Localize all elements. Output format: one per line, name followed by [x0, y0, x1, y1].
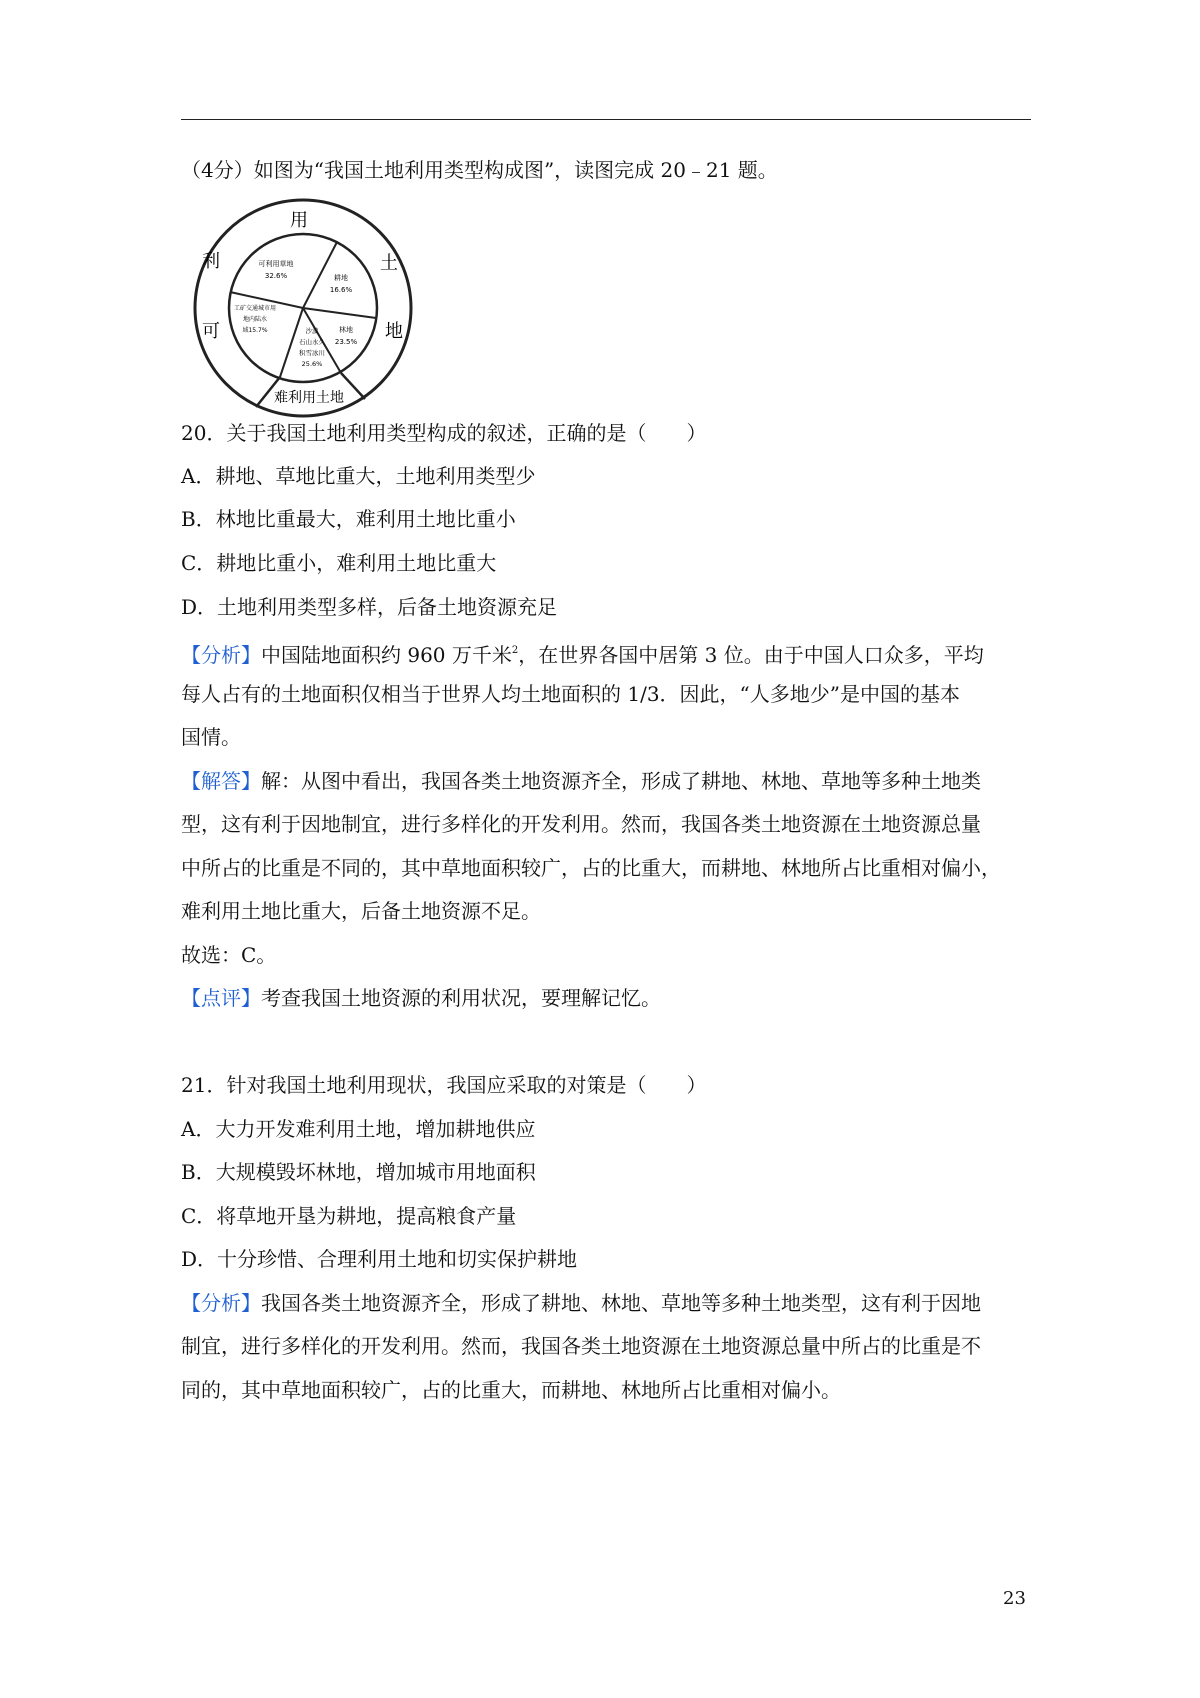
comment-tag: 【点评】: [181, 986, 261, 1010]
outer-char: 可: [202, 321, 220, 342]
q20-choice: 故选：C。: [181, 943, 277, 967]
slice-value: 23.5%: [334, 338, 358, 346]
divider: [303, 308, 376, 318]
slice-label: 积雪冰川: [299, 349, 325, 357]
analysis-tag: 【分析】: [181, 643, 261, 667]
divider: [341, 373, 365, 399]
superscript: 2: [511, 645, 519, 656]
outer-char: 用: [290, 210, 308, 231]
slice-label: 可利用草地: [258, 260, 294, 268]
q20-stem: 20．关于我国土地利用类型构成的叙述，正确的是（ ）: [181, 421, 707, 445]
slice-label: 林地: [339, 326, 353, 334]
comment-text: 考查我国土地资源的利用状况，要理解记忆。: [261, 986, 661, 1010]
q20-answer-line: 型，这有利于因地制宜，进行多样化的开发利用。然而，我国各类土地资源在土地资源总量: [181, 812, 981, 836]
question-intro: （4分）如图为“我国土地利用类型构成图”，读图完成 20﹣21 题。: [181, 158, 778, 182]
analysis-text: ，在世界各国中居第 3 位。由于中国人口众多，平均: [518, 643, 984, 667]
q20-answer-line: 难利用土地比重大，后备土地资源不足。: [181, 899, 541, 923]
analysis-text: 我国各类土地资源齐全，形成了耕地、林地、草地等多种土地类型，这有利于因地: [261, 1291, 981, 1315]
q21-option-d: D．十分珍惜、合理利用土地和切实保护耕地: [181, 1247, 578, 1271]
q20-option-c: C．耕地比重小，难利用土地比重大: [181, 551, 497, 575]
land-use-diagram: [183, 196, 423, 436]
answer-tag: 【解答】: [181, 769, 261, 793]
q21-option-b: B．大规模毁坏林地，增加城市用地面积: [181, 1160, 536, 1184]
q20-answer: [181, 768, 981, 794]
outer-char: 土: [380, 253, 398, 274]
answer-text: 解：从图中看出，我国各类土地资源齐全，形成了耕地、林地、草地等多种土地类: [261, 769, 981, 793]
slice-value: 16.6%: [329, 286, 353, 294]
slice-label: 耕地: [334, 274, 348, 282]
outer-char: 利: [202, 251, 220, 272]
q20-analysis-line: 每人占有的土地面积仅相当于世界人均土地面积的 1/3．因此，“人多地少”是中国的基本: [181, 682, 960, 706]
analysis-text: 中国陆地面积约 960 万千米: [261, 643, 512, 667]
slice-label: 沙漠: [305, 327, 319, 335]
slice-label: 地内陆水: [242, 316, 268, 323]
q21-analysis-line: 同的，其中草地面积较广，占的比重大，而耕地、林地所占比重相对偏小。: [181, 1378, 841, 1402]
slice-value: 25.6%: [301, 360, 323, 368]
page-number: 23: [1003, 1588, 1026, 1609]
q20-option-d: D．土地利用类型多样，后备土地资源充足: [181, 595, 558, 619]
q21-option-c: C．将草地开垦为耕地，提高粮食产量: [181, 1204, 517, 1228]
slice-value: 32.6%: [264, 272, 288, 280]
q21-stem: 21．针对我国土地利用现状，我国应采取的对策是（ ）: [181, 1073, 707, 1097]
q20-analysis: [181, 638, 984, 668]
q20-answer-line: 中所占的比重是不同的，其中草地面积较广，占的比重大，而耕地、林地所占比重相对偏小，: [181, 856, 1001, 880]
q21-analysis: [181, 1290, 981, 1316]
slice-label: 石山永久: [299, 338, 325, 346]
q21-analysis-line: 制宜，进行多样化的开发利用。然而，我国各类土地资源在土地资源总量中所占的比重是不: [181, 1334, 981, 1358]
divider: [303, 242, 337, 308]
slice-label: 工矿交通城市用: [233, 305, 277, 312]
q20-comment: [181, 985, 661, 1011]
outer-char: 地: [385, 321, 403, 342]
q20-analysis-line: 国情。: [181, 725, 241, 749]
slice-label: 域15.7%: [242, 327, 268, 334]
bottom-label: 难利用土地: [274, 390, 344, 406]
header-rule: [181, 119, 1031, 120]
q20-option-a: A．耕地、草地比重大，土地利用类型少: [181, 464, 536, 488]
analysis-tag: 【分析】: [181, 1291, 261, 1315]
q20-option-b: B．林地比重最大，难利用土地比重小: [181, 507, 516, 531]
q21-option-a: A．大力开发难利用土地，增加耕地供应: [181, 1117, 536, 1141]
